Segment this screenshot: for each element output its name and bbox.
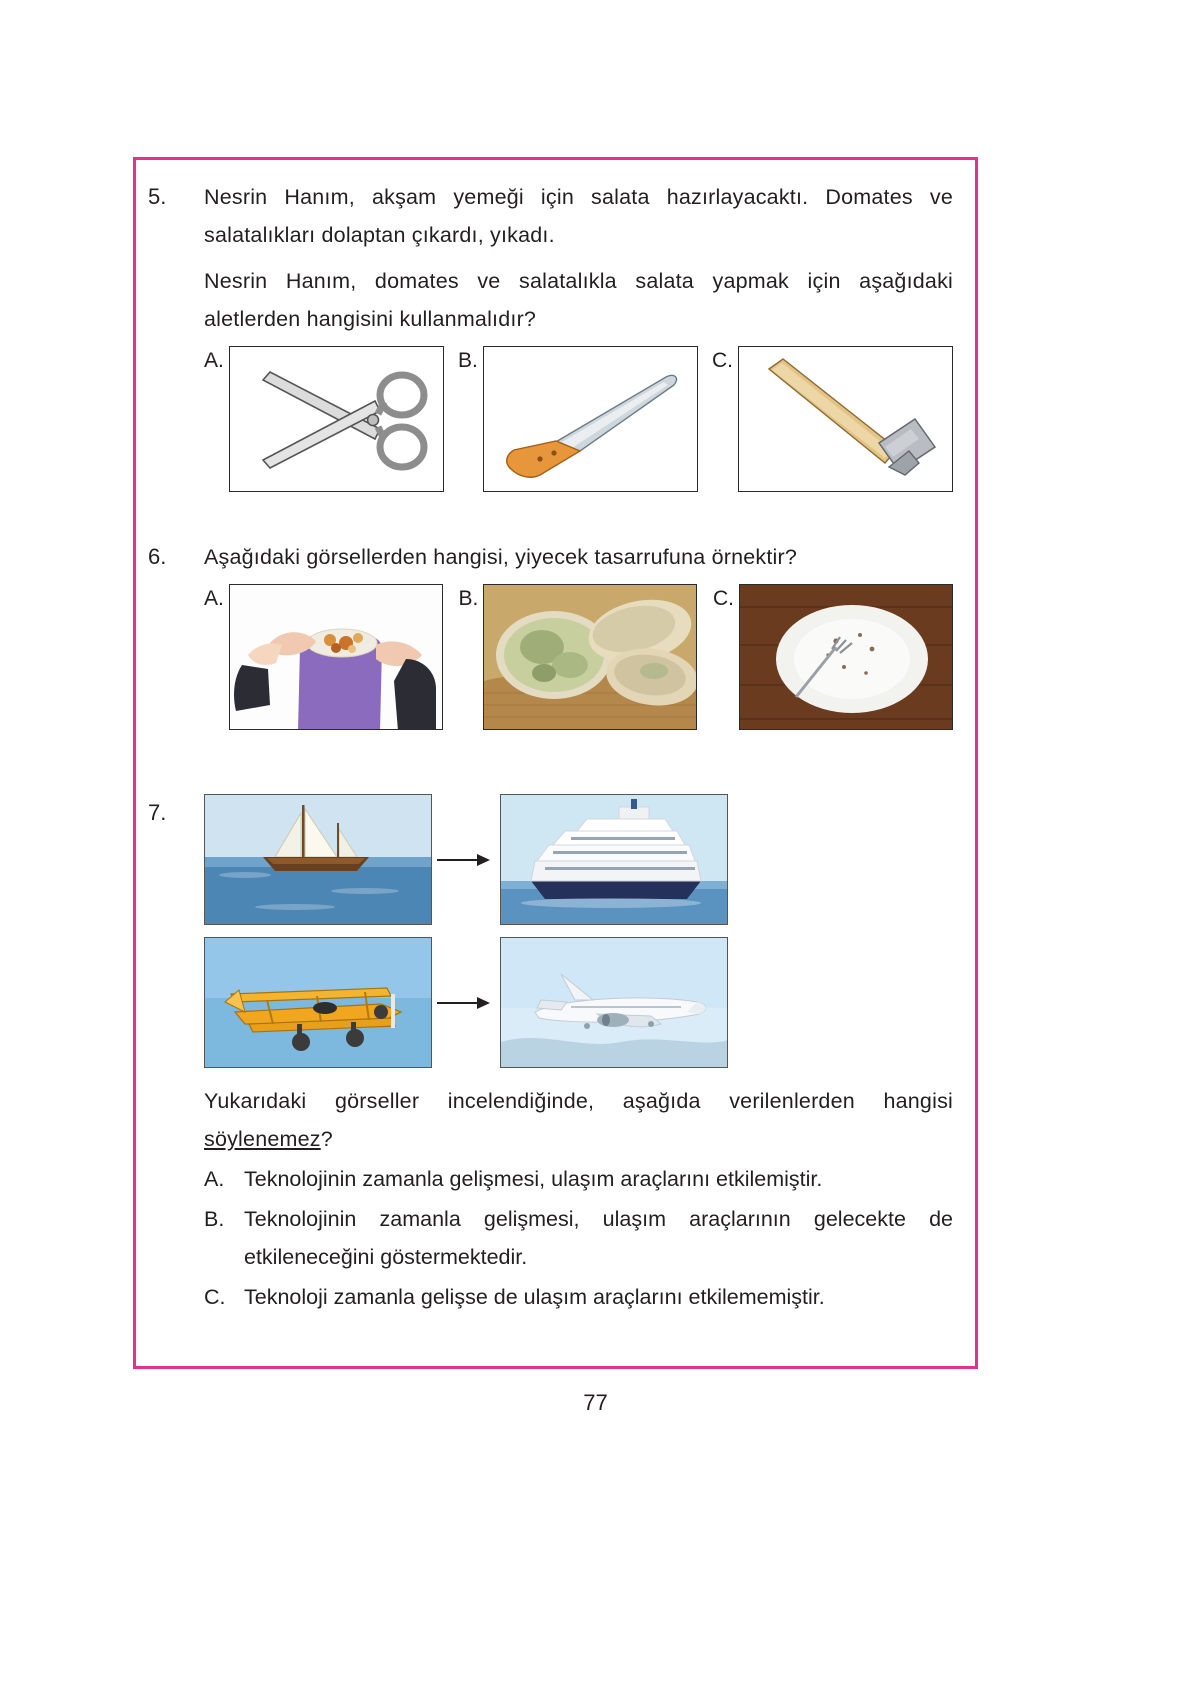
option-label: C. [204,1285,226,1309]
arrow-2 [432,996,500,1010]
content-frame [133,157,978,1369]
sailing-boat-image [204,794,432,925]
question-6-options [204,584,953,730]
right-arrow-icon [437,853,495,867]
option-label: A. [204,349,224,372]
passenger-jet-image [500,937,728,1068]
question-7-option-b[interactable] [204,1200,953,1276]
scissors-image [229,346,444,492]
option-label: C. [712,349,733,372]
kitchen-knife-image [483,346,698,492]
question-7-images [204,794,953,1068]
question-5-number: 5. [148,184,167,209]
question-5-options [204,346,953,492]
option-label: A. [204,1167,225,1191]
biplane-image [204,937,432,1068]
option-label: B. [458,349,478,372]
question-5-paragraph-1: Nesrin Hanım, akşam yemeği için salata hazırlayacaktı. Domates ve salatalıkları dolaptan çıkardı, yıkadı. [204,185,953,247]
question-7-option-c[interactable] [204,1278,953,1316]
prompt-underlined: söylenemez [204,1127,321,1151]
option-label: A. [204,587,224,610]
right-arrow-icon [437,996,495,1010]
question-6-option-a[interactable] [204,584,443,730]
question-6-option-b[interactable] [459,584,698,730]
question-7 [148,794,953,1316]
prompt-text-1: Yukarıdaki görseller incelendiğinde, aşağıda verilenlerden hangisi [204,1089,953,1113]
prompt-text-2: ? [320,1127,333,1151]
question-6-paragraph-1: Aşağıdaki görsellerden hangisi, yiyecek tasarrufuna örnektir? [204,545,798,569]
arrow-1 [432,853,500,867]
question-5 [148,178,953,508]
food-into-trash-bag-image [229,584,443,730]
option-label: B. [458,587,479,610]
question-7-number: 7. [148,800,167,825]
hammer-image [738,346,953,492]
option-text: Teknolojinin zamanla gelişmesi, ulaşım araçlarının gelecekte de etkileneceğini göstermektedir. [244,1207,953,1269]
option-text: Teknolojinin zamanla gelişmesi, ulaşım araçlarını etkilemiştir. [244,1167,823,1191]
empty-plate-with-fork-image [739,584,953,730]
option-label: C. [713,587,734,610]
question-6 [148,538,953,768]
question-7-option-a[interactable] [204,1160,953,1198]
question-5-option-b[interactable] [458,346,698,492]
option-label: B. [204,1207,225,1231]
question-6-number: 6. [148,544,167,569]
question-5-option-a[interactable] [204,346,444,492]
option-text: Teknoloji zamanla gelişse de ulaşım araçlarını etkilememiştir. [244,1285,825,1309]
mouldy-bread-basket-image [483,584,697,730]
page-number: 77 [583,1390,608,1415]
question-7-prompt [204,1082,953,1158]
question-5-option-c[interactable] [712,346,953,492]
question-5-paragraph-2: Nesrin Hanım, domates ve salatalıkla salata yapmak için aşağıdaki aletlerden hangisini kullanmalıdır? [204,269,953,331]
cruise-ship-image [500,794,728,925]
question-6-option-c[interactable] [713,584,953,730]
